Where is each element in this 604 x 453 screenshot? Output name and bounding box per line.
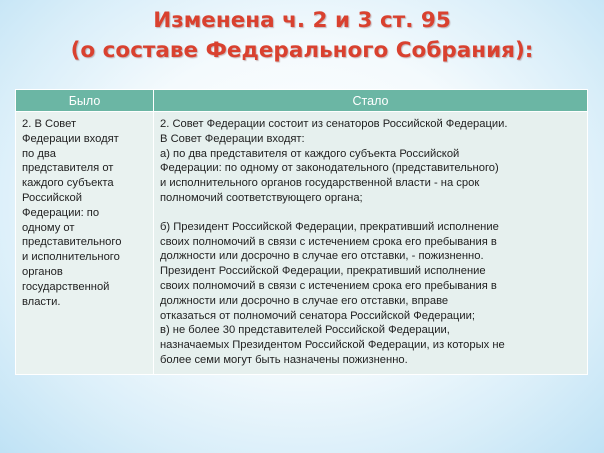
old-text: 2. В Совет Федерации входят по два представителя от каждого субъекта Российской Федерации: по одному от представительного и исполнительного органов государственной власти. (22, 118, 122, 308)
cell-old (16, 112, 154, 375)
title-line-1: Изменена ч. 2 и 3 ст. 95 (153, 8, 451, 33)
slide-title (0, 6, 604, 66)
title-line-2: (о составе Федерального Собрания): (70, 38, 534, 63)
header-new: Стало (154, 90, 588, 112)
paragraph-gap (160, 206, 581, 220)
table-header-row (16, 90, 588, 112)
cell-new (154, 112, 588, 375)
new-text-part-2: б) Президент Российской Федерации, прекративший исполнение своих полномочий в связи с истечением срока его пребывания в должности или досрочно в случае его отставки, - пожизненно. Президент Российской Федерации, прекративший исполнение своих полномочий в связи с истечением срока его пребывания в должности или досрочно в случае его отставки, вправе отказаться от полномочий сенатора Российской Федерации; в) не более 30 представителей Российской Федерации, назначаемых Президентом Российской Федерации, из которых не более семи могут быть назначены пожизненно. (160, 220, 505, 366)
new-text-part-1: 2. Совет Федерации состоит из сенаторов Российской Федерации. В Совет Федерации входят: а) по два представителя от каждого субъекта Российской Федерации: по одному от законодательного (представительного) и исполнительного органов государственной власти - на срок полномочий соответствующего органа; (160, 118, 508, 204)
table-row (16, 112, 588, 375)
comparison-table (15, 89, 588, 375)
header-old: Было (16, 90, 154, 112)
